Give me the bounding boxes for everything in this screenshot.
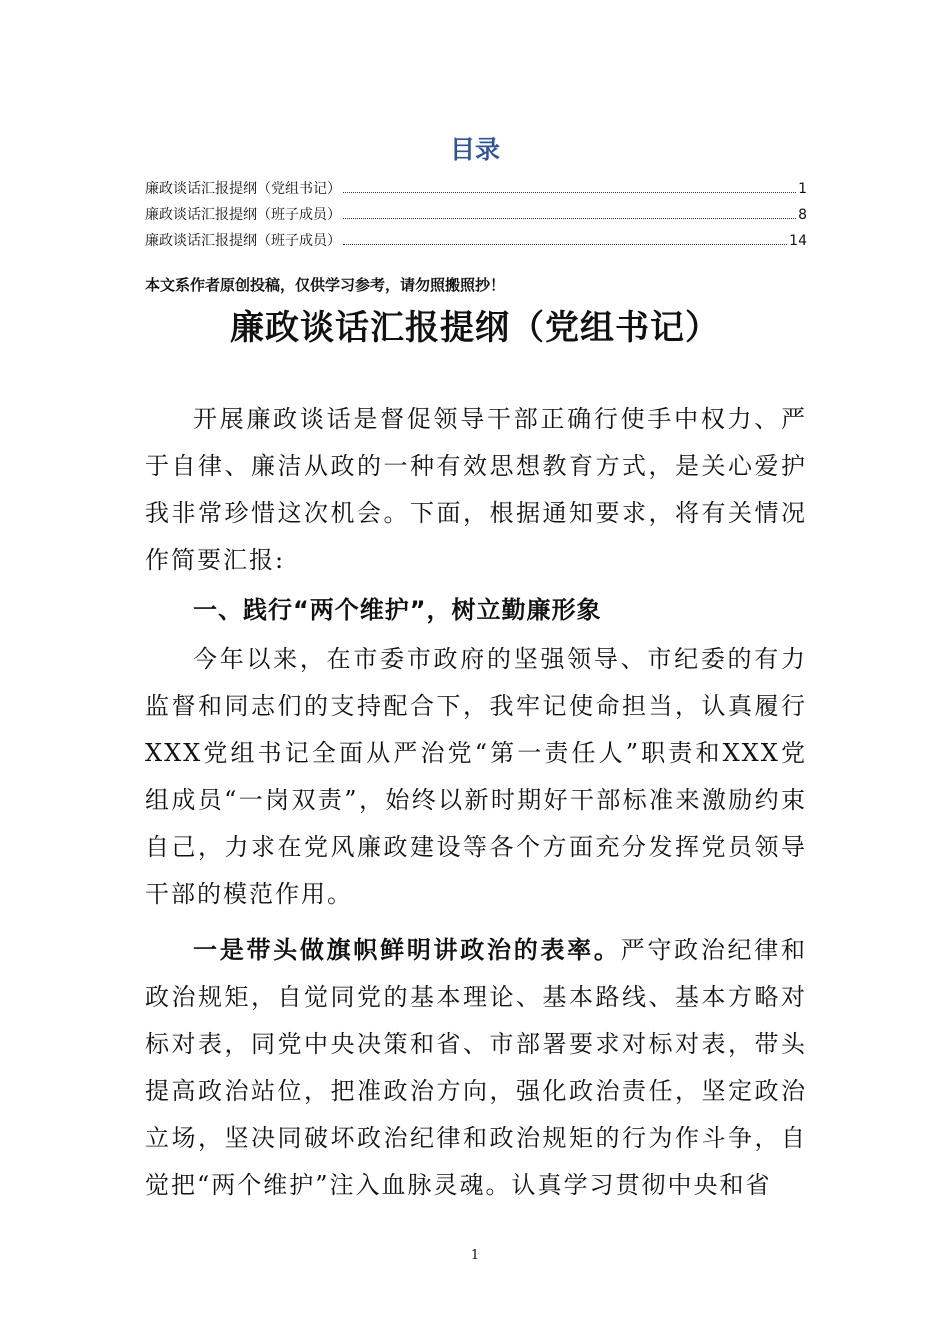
toc-leader-dots: [343, 192, 796, 193]
paragraph-lead: 一是带头做旗帜鲜明讲政治的表率。: [193, 935, 621, 964]
toc-entry-label: 廉政谈话汇报提纲（党组书记）: [145, 181, 341, 197]
body-paragraph: 今年以来，在市委市政府的坚强领导、市纪委的有力监督和同志们的支持配合下，我牢记使命担当，认真履行XXX党组书记全面从严治党“第一责任人”职责和XXX党组成员“一岗双责”，始终以新时期好干部标准来激励约束自己，力求在党风廉政建设等各个方面充分发挥党员领导干部的模范作用。: [145, 645, 807, 908]
toc-entry[interactable]: [145, 178, 807, 204]
body-paragraph: [145, 926, 807, 1209]
toc-entry-page: 14: [789, 233, 807, 249]
document-title: 廉政谈话汇报提纲（党组书记）: [230, 308, 720, 348]
paragraph-text: 严守政治纪律和政治规矩，自觉同党的基本理论、基本路线、基本方略对标对表，同党中央决策和省、市部署要求对标对表，带头提高政治站位，把准政治方向，强化政治责任，坚定政治立场，坚决同破坏政治纪律和政治规矩的行为作斗争，自觉把“两个维护”注入血脉灵魂。认真学习贯彻中央和省: [145, 936, 808, 1199]
toc-entry-page: 1: [798, 181, 807, 197]
toc-entry-label: 廉政谈话汇报提纲（班子成员）: [145, 207, 341, 223]
toc-title: 目录: [449, 135, 500, 164]
copyright-notice: 本文系作者原创投稿，仅供学习参考，请勿照搬照抄！: [145, 276, 506, 294]
document-body: [145, 396, 807, 1209]
page-number: 1: [470, 1248, 480, 1263]
section-heading: 一、践行“两个维护”，树立勤廉形象: [193, 596, 602, 624]
table-of-contents: [145, 178, 807, 256]
toc-entry-page: 8: [798, 207, 807, 223]
toc-leader-dots: [343, 218, 796, 219]
toc-entry-label: 廉政谈话汇报提纲（班子成员）: [145, 233, 341, 249]
toc-entry[interactable]: [145, 204, 807, 230]
toc-leader-dots: [343, 244, 787, 245]
toc-entry[interactable]: [145, 230, 807, 256]
intro-paragraph: 开展廉政谈话是督促领导干部正确行使手中权力、严于自律、廉洁从政的一种有效思想教育方式，是关心爱护我非常珍惜这次机会。下面，根据通知要求，将有关情况作简要汇报:: [145, 405, 807, 574]
